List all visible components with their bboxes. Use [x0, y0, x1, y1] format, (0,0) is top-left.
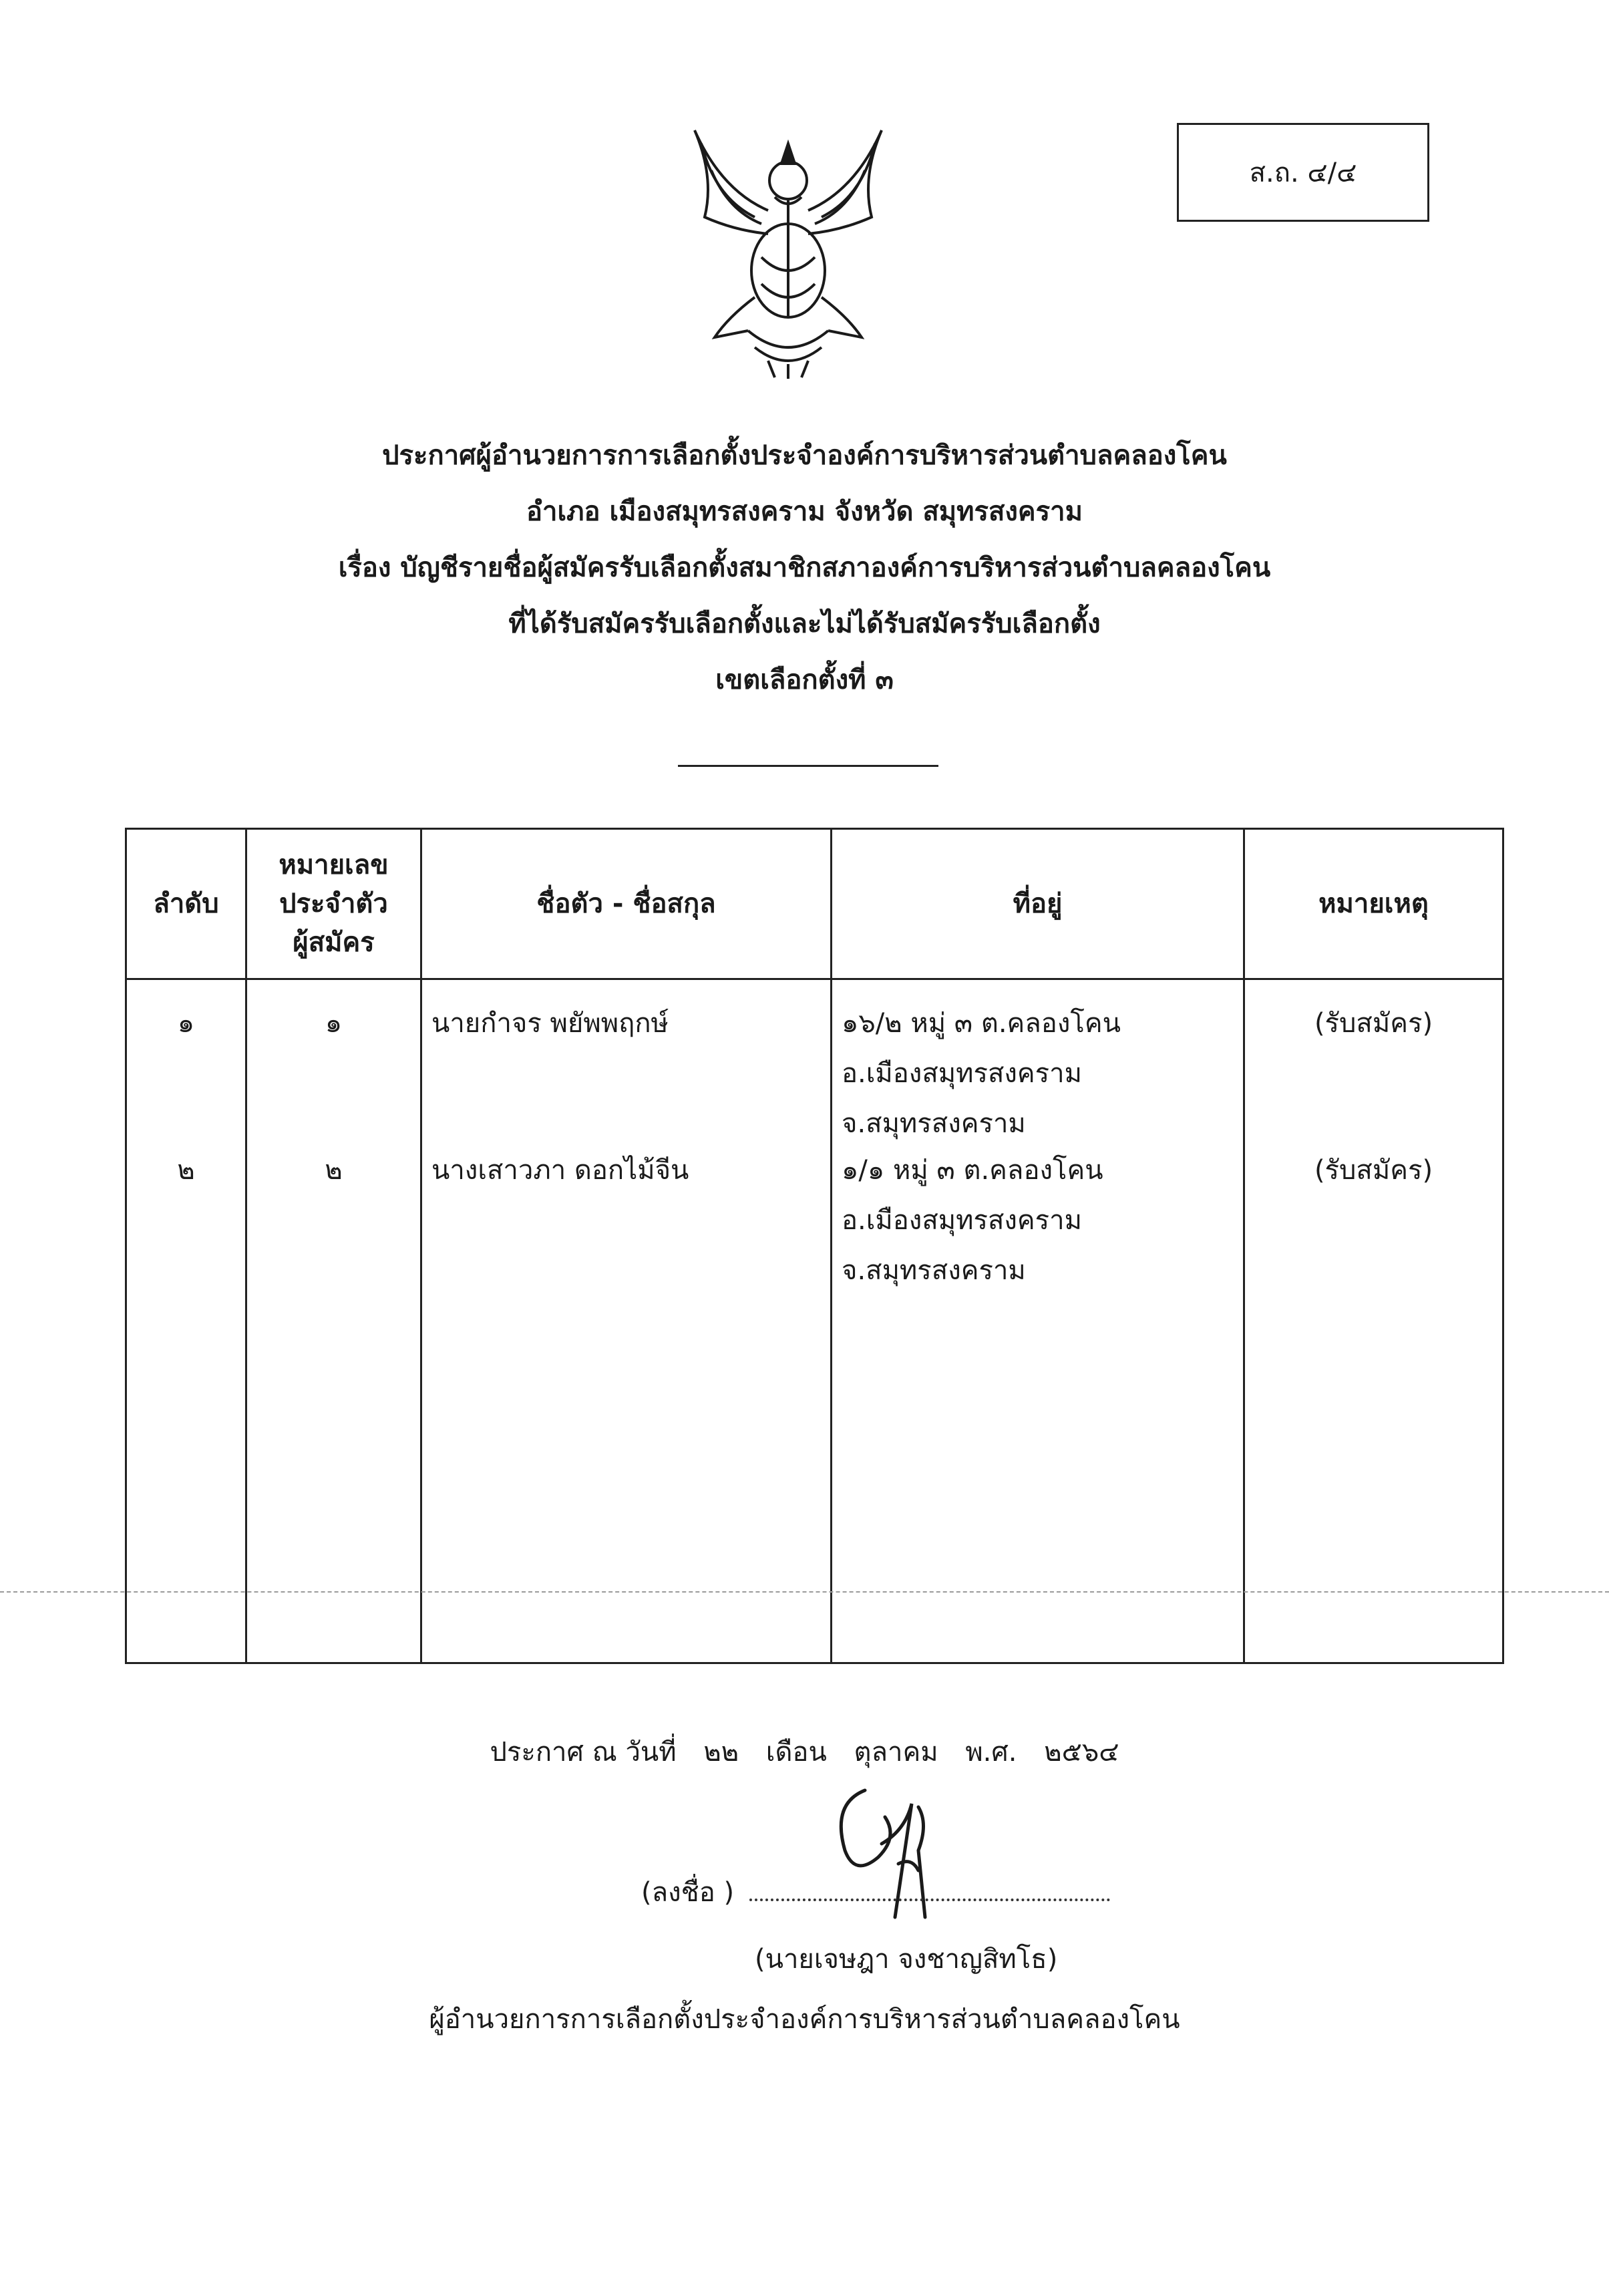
table-header-row: [126, 829, 1503, 979]
row-1-remark: (รับสมัคร): [1314, 1008, 1433, 1039]
remark-column: [1244, 979, 1503, 1663]
signature-dots: [749, 1874, 1110, 1901]
row-1-seq: ๑: [177, 1008, 195, 1039]
announce-year-label: พ.ศ.: [965, 1737, 1017, 1768]
seq-column: [126, 979, 246, 1663]
row-1-name: นายกำจร พยัพพฤกษ์: [431, 1008, 669, 1039]
announce-day: ๒๒: [703, 1737, 739, 1768]
row-2-number: ๒: [325, 1155, 343, 1186]
heading-line-5: เขตเลือกตั้งที่ ๓: [715, 665, 894, 695]
row-2-remark: (รับสมัคร): [1314, 1155, 1433, 1186]
header-number-line-2: ประจำตัว: [279, 888, 388, 919]
garuda-emblem-icon: [675, 117, 902, 381]
header-number-line-1: หมายเลข: [279, 850, 389, 880]
heading-divider: [678, 765, 938, 767]
row-2-address-line-3: จ.สมุทรสงคราม: [842, 1255, 1026, 1286]
signature-line: [641, 1870, 1110, 1913]
header-number-line-3: ผู้สมัคร: [293, 927, 375, 958]
header-seq: ลำดับ: [126, 829, 246, 979]
address-column: [832, 979, 1244, 1663]
announce-month-label: เดือน: [765, 1737, 827, 1768]
form-code-box: [1177, 123, 1429, 222]
name-column: [421, 979, 832, 1663]
sign-label: (ลงชื่อ ): [641, 1877, 735, 1908]
heading-line-1: ประกาศผู้อำนวยการการเลือกตั้งประจำองค์การบริหารส่วนตำบลคลองโคน: [382, 440, 1227, 471]
heading-line-3: เรื่อง บัญชีรายชื่อผู้สมัครรับเลือกตั้งสมาชิกสภาองค์การบริหารส่วนตำบลคลองโคน: [338, 552, 1271, 583]
row-1-number: ๑: [325, 1008, 343, 1039]
row-2-address-line-2: อ.เมืองสมุทรสงคราม: [842, 1205, 1082, 1236]
form-code: ส.ถ. ๔/๔: [1249, 158, 1357, 188]
heading-line-4: ที่ได้รับสมัครรับเลือกตั้งและไม่ได้รับสมัครรับเลือกตั้ง: [508, 609, 1101, 639]
row-2-address-line-1: ๑/๑ หมู่ ๓ ต.คลองโคน: [842, 1155, 1103, 1186]
row-1-address-line-2: อ.เมืองสมุทรสงคราม: [842, 1058, 1082, 1089]
announce-year: ๒๕๖๔: [1044, 1737, 1119, 1768]
announcement-heading: [0, 428, 1609, 708]
signer-name: (นายเจษฎา จงชาญสิทโธ): [755, 1944, 1058, 1975]
header-name: ชื่อตัว - ชื่อสกุล: [421, 829, 832, 979]
row-1-address-line-3: จ.สมุทรสงคราม: [842, 1108, 1026, 1139]
row-2-address: [842, 1146, 1243, 1293]
announcement-date: [0, 1730, 1609, 1773]
heading-line-2: อำเภอ เมืองสมุทรสงคราม จังหวัด สมุทรสงคราม: [526, 496, 1083, 527]
header-remark: หมายเหตุ: [1244, 829, 1503, 979]
row-1-address-line-1: ๑๖/๒ หมู่ ๓ ต.คลองโคน: [842, 1008, 1121, 1039]
row-2-name: นางเสาวภา ดอกไม้จีน: [431, 1155, 689, 1186]
announce-month: ตุลาคม: [854, 1737, 938, 1768]
header-address: ที่อยู่: [832, 829, 1244, 979]
row-2-seq: ๒: [177, 1155, 195, 1186]
table-body-row: [126, 979, 1503, 1663]
row-1-address: [842, 999, 1243, 1146]
scan-artifact-line: [0, 1591, 1609, 1593]
candidate-table: [125, 828, 1504, 1664]
number-column: [246, 979, 421, 1663]
announce-label: ประกาศ ณ วันที่: [490, 1737, 677, 1768]
signer-title: ผู้อำนวยการการเลือกตั้งประจำองค์การบริหารส่วนตำบลคลองโคน: [429, 2004, 1180, 2035]
header-number: [246, 829, 421, 979]
